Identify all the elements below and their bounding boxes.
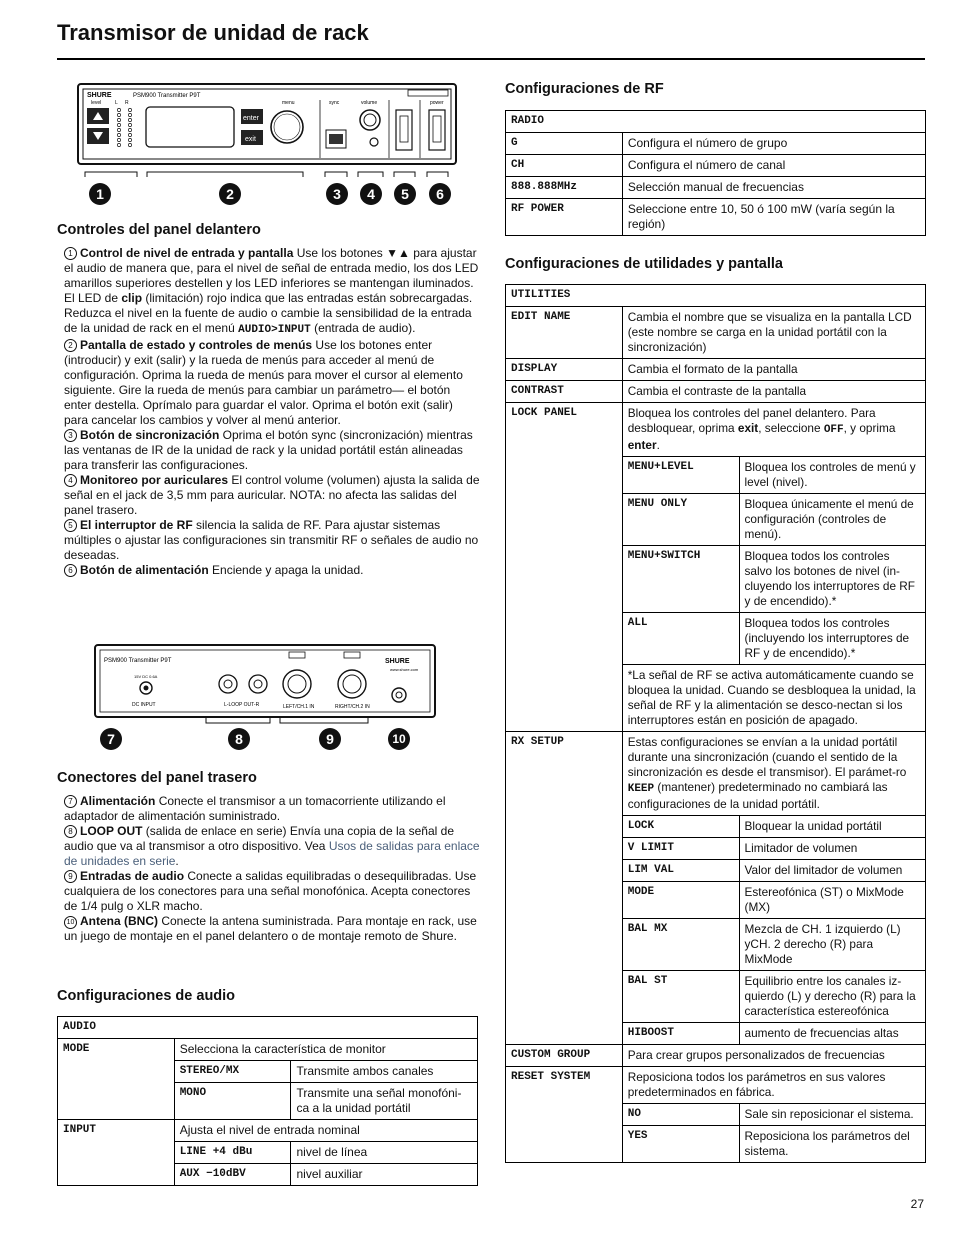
- front-item-4: 4 Monitoreo por auriculares El control volume (volumen) ajusta la salida de señal en el jack de 3,5 mm para auricular. NOTA: no afecta las salidas del panel trasero.: [64, 473, 480, 517]
- rear-model-label: PSM900 Transmitter P9T: [104, 658, 172, 664]
- svg-text:LEFT/CH.1 IN: LEFT/CH.1 IN: [283, 704, 315, 710]
- exit-button-label: exit: [245, 136, 256, 143]
- callout-9: 9: [319, 728, 341, 750]
- callout-2: 2: [219, 183, 241, 205]
- audio-table: AUDIO MODE Selecciona la característica de monitor STEREO/MX Transmite ambos canales MONO Transmite una señal monofóni-ca a la unidad portátil INPUT Ajusta el nivel de entrada nominal LINE +4 dBu nivel de línea AUX −10dBV nivel auxiliar: [57, 1016, 478, 1186]
- front-controls-text: [64, 246, 480, 578]
- svg-text:L-LOOP OUT-R: L-LOOP OUT-R: [224, 702, 260, 708]
- front-item-6: 6 Botón de alimentación Enciende y apaga la unidad.: [64, 563, 480, 578]
- enter-button-label: enter: [243, 115, 259, 122]
- svg-text:menu: menu: [282, 100, 295, 106]
- rear-brand-logo: SHURE: [385, 658, 410, 665]
- rear-callout-brackets: [90, 716, 440, 730]
- loop-out-link[interactable]: Usos de salidas para enlace de unidades en serie: [64, 839, 480, 868]
- svg-text:level: level: [91, 100, 102, 106]
- front-item-5: 5 El interruptor de RF silencia la salida de RF. Para ajustar sistemas múltiples o ajustar las configuraciones sin transmitir RF o señales de audio no deseadas.: [64, 518, 479, 562]
- rear-item-10: 10 Antena (BNC) Conecte la antena suministrada. Para montaje en rack, use un juego de montaje en el panel delantero o de montaje remoto de Shure.: [64, 914, 477, 943]
- front-panel-diagram: [75, 80, 460, 210]
- rear-panel-diagram: [90, 640, 440, 752]
- utilities-table-header: UTILITIES: [506, 285, 926, 307]
- svg-text:sync: sync: [329, 100, 340, 106]
- callout-5: 5: [394, 183, 416, 205]
- rf-heading: Configuraciones de RF: [505, 81, 664, 97]
- svg-text:volume: volume: [361, 100, 378, 106]
- title-rule: [57, 58, 925, 60]
- callout-7: 7: [100, 728, 122, 750]
- svg-text:RIGHT/CH.2 IN: RIGHT/CH.2 IN: [335, 704, 370, 710]
- page-title: Transmisor de unidad de rack: [57, 20, 369, 45]
- rear-item-7: 7 Alimentación Conecte el transmisor a un tomacorriente utilizando el adaptador de alimentación suministrado.: [64, 794, 446, 823]
- rear-item-8: 8 LOOP OUT (salida de enlace en serie) Envía una copia de la señal de audio que va al transmisor a otro dispositivo. Vea Usos de salidas para enlace de unidades en serie.: [64, 824, 480, 868]
- svg-text:L: L: [115, 100, 118, 106]
- rear-item-9: 9 Entradas de audio Conecte a salidas equilibradas o desequilibradas. Use cualquiera de los conectores para una señal monofónica. Acepta conectores de 1/4 pulg o XLR macho.: [64, 869, 477, 913]
- audio-table-header: AUDIO: [58, 1017, 478, 1039]
- callout-4: 4: [360, 183, 382, 205]
- front-item-2: 2 Pantalla de estado y controles de menús Use los botones enter (introducir) y exit (salir) y la rueda de menús para acceder al menú de configuración. Oprima la rueda de menús para mover el cursor al elemento siguiente. Gire la rueda de menús para cambiar un parámetro— el botón enter destella. Oprímalo para guardar el valor. Oprima el botón exit (salir) para cancelar los cambios y volver al menú anterior.: [64, 338, 463, 427]
- rf-table-header: RADIO: [506, 111, 926, 133]
- rear-connectors-heading: Conectores del panel trasero: [57, 770, 257, 786]
- callout-1: 1: [89, 183, 111, 205]
- svg-text:power: power: [430, 100, 444, 106]
- model-label: PSM900 Transmitter P9T: [133, 93, 201, 99]
- svg-text:R: R: [125, 100, 129, 106]
- svg-text:DC INPUT: DC INPUT: [132, 702, 156, 708]
- svg-text:15V DC 0.6A: 15V DC 0.6A: [134, 674, 158, 679]
- page-number: 27: [910, 1197, 924, 1211]
- front-item-3: 3 Botón de sincronización Oprima el botón sync (sincronización) mientras las ventanas de IR de la unidad de rack y la unidad portátil están alineadas para transferir las configuraciones.: [64, 428, 473, 472]
- rf-table: RADIO G Configura el número de grupo CH Configura el número de canal 888.888MHz Selección manual de frecuencias RF POWER Seleccione entre 10, 50 ó 100 mW (varía según la región): [505, 110, 926, 236]
- callout-6: 6: [429, 183, 451, 205]
- front-controls-heading: Controles del panel delantero: [57, 222, 261, 238]
- svg-text:www.shure.com: www.shure.com: [390, 667, 419, 672]
- rear-panel-illustration: [90, 640, 440, 720]
- utilities-heading: Configuraciones de utilidades y pantalla: [505, 256, 783, 272]
- front-item-1: 1 Control de nivel de entrada y pantalla Use los botones ▼▲ para ajustar el audio de manera que, para el nivel de señal de entrada medio, los dos LED amarillos superiores destellen y los LED inferiores se mantengan iluminados. El LED de clip (limitación) rojo indica que las entradas están sobrecargadas. Reduzca el nivel en la fuente de audio o cambie la sensibilidad de la entrada de la unidad de rack en el menú AUDIO>INPUT (entrada de audio).: [64, 246, 479, 336]
- rear-connectors-text: [64, 794, 480, 944]
- audio-heading: Configuraciones de audio: [57, 988, 236, 1004]
- callout-8: 8: [228, 728, 250, 750]
- brand-logo: SHURE: [87, 92, 112, 99]
- callout-10: 10: [388, 728, 410, 750]
- callout-3: 3: [326, 183, 348, 205]
- utilities-table: UTILITIES EDIT NAME Cambia el nombre que se visualiza en la pantalla LCD (este nombre se carga en la unidad portátil con la sincronización) DISPLAY Cambia el formato de la pantalla CONTRAST Cambia el contraste de la pantalla LOCK PANEL Bloquea los controles del panel delantero. Para desbloquear, oprima exit, seleccione OFF, y oprima enter. MENU+LEVEL Bloquea los controles de menú y level (nivel). MENU ONLY Bloquea únicamente el menú de configuración (controles de menú). MENU+SWITCH Bloquea todos los controles salvo los botones de nivel (in-cluyendo los interruptores de RF y de encendido).* ALL Bloquea todos los controles (incluyendo los interruptores de RF y de encendido).* *La señal de RF se activa automáticamente cuando se bloquea la unidad. Cuando se desbloquea la unidad, la señal de RF y la alimentación se desco-nectan si los interruptores están en posición de apagado. RX SETUP Estas configuraciones se envían a la unidad portátil durante una sincronización (cuando el sentido de la sincronización es desde el transmisor). El parámet-ro KEEP (mantener) predeterminado no cambiará las configuraciones de la unidad portátil. LOCK Bloquear la unidad portátil V LIMIT Limitador de volumen LIM VAL Valor del limitador de volumen MODE Estereofónica (ST) o MixMode (MX) BAL MX Mezcla de CH. 1 izquierdo (L) yCH. 2 derecho (R) para MixMode BAL ST Equilibrio entre los canales iz-quierdo (L) y derecho (R) para la característica estereofónica HIBOOST aumento de frecuencias altas CUSTOM GROUP Para crear grupos personalizados de frecuencias RESET SYSTEM Reposiciona todos los parámetros en sus valores predeterminados en fábrica. NO Sale sin reposicionar el sistema. YES Reposiciona los parámetros del sistema.: [505, 284, 926, 1163]
